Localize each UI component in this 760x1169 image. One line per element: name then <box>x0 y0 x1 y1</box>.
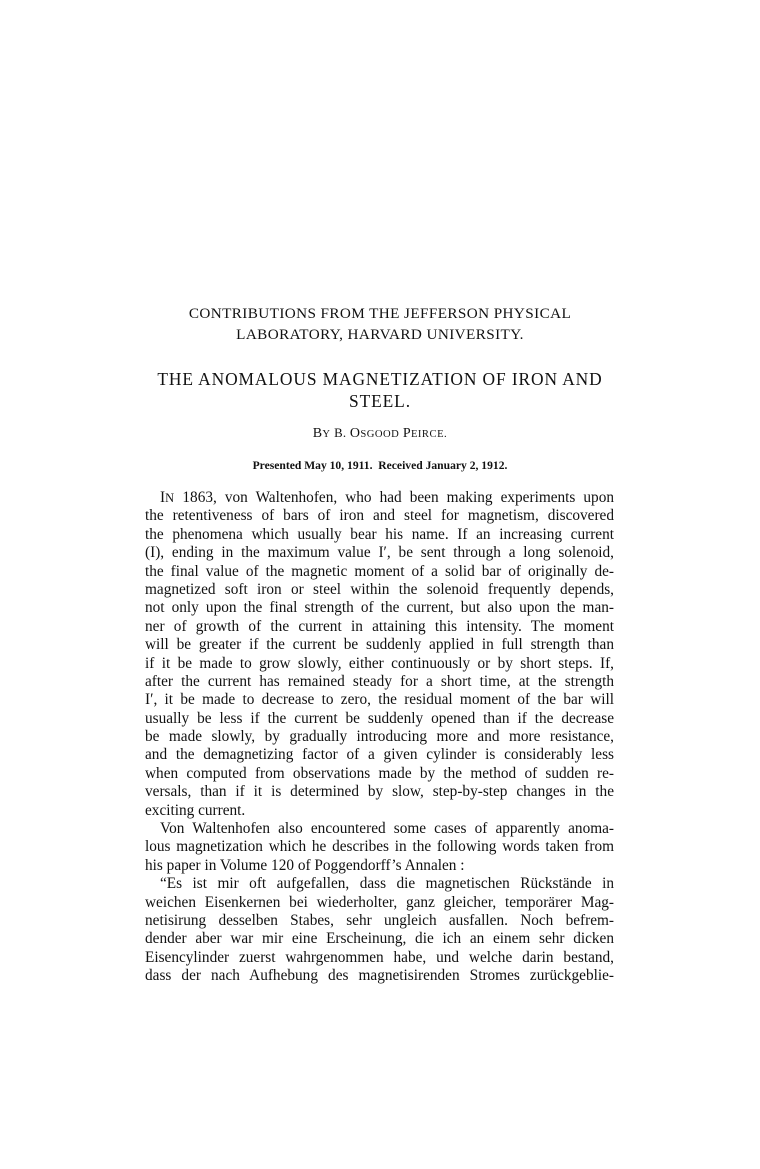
byline-prefix-big: B <box>312 426 323 441</box>
paragraph-3 <box>145 875 614 985</box>
paragraph-1 <box>145 489 614 820</box>
text-line: the retentiveness of bars of iron and steel for magnetism, discovered <box>145 507 614 525</box>
text-line: versals, than if it is determined by slow, step-by-step changes in the <box>145 783 614 801</box>
paragraph-2 <box>145 820 614 875</box>
series-heading-line-2: LABORATORY, HARVARD UNIVERSITY. <box>236 326 524 343</box>
drop-lead-small: N <box>165 491 175 505</box>
text-line: after the current has remained steady for a short time, at the strength <box>145 672 614 690</box>
drop-lead-big: I <box>160 489 166 506</box>
byline-last-big: P <box>402 426 411 441</box>
byline-initial: B. <box>334 426 347 440</box>
article-title <box>140 368 620 412</box>
text-line: will be greater if the current be suddenly applied in full strength than <box>145 636 614 654</box>
text-line: lous magnetization which he describes in the following words taken from <box>145 838 614 856</box>
byline-first-big: O <box>349 426 361 441</box>
article-body <box>145 489 614 986</box>
byline-first-small: SGOOD <box>360 429 400 440</box>
text-line <box>145 489 614 507</box>
text-line: ner of growth of the current in attaining this intensity. The moment <box>145 617 614 635</box>
text-line: Eisencylinder zuerst wahrgenommen habe, und welche darin bestand, <box>145 948 614 966</box>
text-line: Von Waltenhofen also encountered some cases of apparently anoma- <box>160 820 614 838</box>
byline-last-small: EIRCE. <box>410 429 448 440</box>
text-line-content: 1863, von Waltenhofen, who had been making experiments upon <box>174 489 614 506</box>
article-title-line-2: STEEL. <box>349 391 411 411</box>
text-line: I′, it be made to decrease to zero, the residual moment of the bar will <box>145 691 614 709</box>
text-line: (I), ending in the maximum value I′, be sent through a long solenoid, <box>145 544 614 562</box>
byline-prefix-small: Y <box>322 429 331 440</box>
text-line: if it be made to grow slowly, either continuously or by short steps. If, <box>145 654 614 672</box>
article-title-line-1: THE ANOMALOUS MAGNETIZATION OF IRON AND <box>157 369 603 389</box>
series-heading <box>140 303 620 345</box>
text-line: “Es ist mir oft aufgefallen, dass die magnetischen Rückstände in <box>160 875 614 893</box>
text-line: when computed from observations made by the method of sudden re- <box>145 764 614 782</box>
text-line: the final value of the magnetic moment of a solid bar of originally de- <box>145 562 614 580</box>
author-byline <box>140 426 620 442</box>
text-line: and the demagnetizing factor of a given cylinder is considerably less <box>145 746 614 764</box>
text-line: the phenomena which usually bear his name. If an increasing current <box>145 525 614 543</box>
text-line: magnetized soft iron or steel within the solenoid frequently depends, <box>145 580 614 598</box>
series-heading-line-1: CONTRIBUTIONS FROM THE JEFFERSON PHYSICAL <box>188 305 572 322</box>
text-line: weichen Eisenkernen bei wiederholter, ganz gleicher, temporärer Mag- <box>145 893 614 911</box>
text-line: exciting current. <box>145 801 246 819</box>
presented-date-line: Presented May 10, 1911. Received January 2, 1912. <box>252 459 508 472</box>
text-line: dender aber war mir eine Erscheinung, die ich an einem sehr dicken <box>145 930 614 948</box>
text-line: usually be less if the current be suddenly opened than if the decrease <box>145 709 614 727</box>
text-line: not only upon the final strength of the current, but also upon the man- <box>145 599 614 617</box>
text-line: be made slowly, by gradually introducing more and more resistance, <box>145 728 614 746</box>
text-line: dass der nach Aufhebung des magnetisirenden Stromes zurückgeblie- <box>145 967 614 985</box>
text-line: his paper in Volume 120 of Poggendorff’s Annalen : <box>145 856 465 874</box>
text-line: netisirung desselben Stabes, sehr ungleich ausfallen. Noch befrem- <box>145 911 614 929</box>
